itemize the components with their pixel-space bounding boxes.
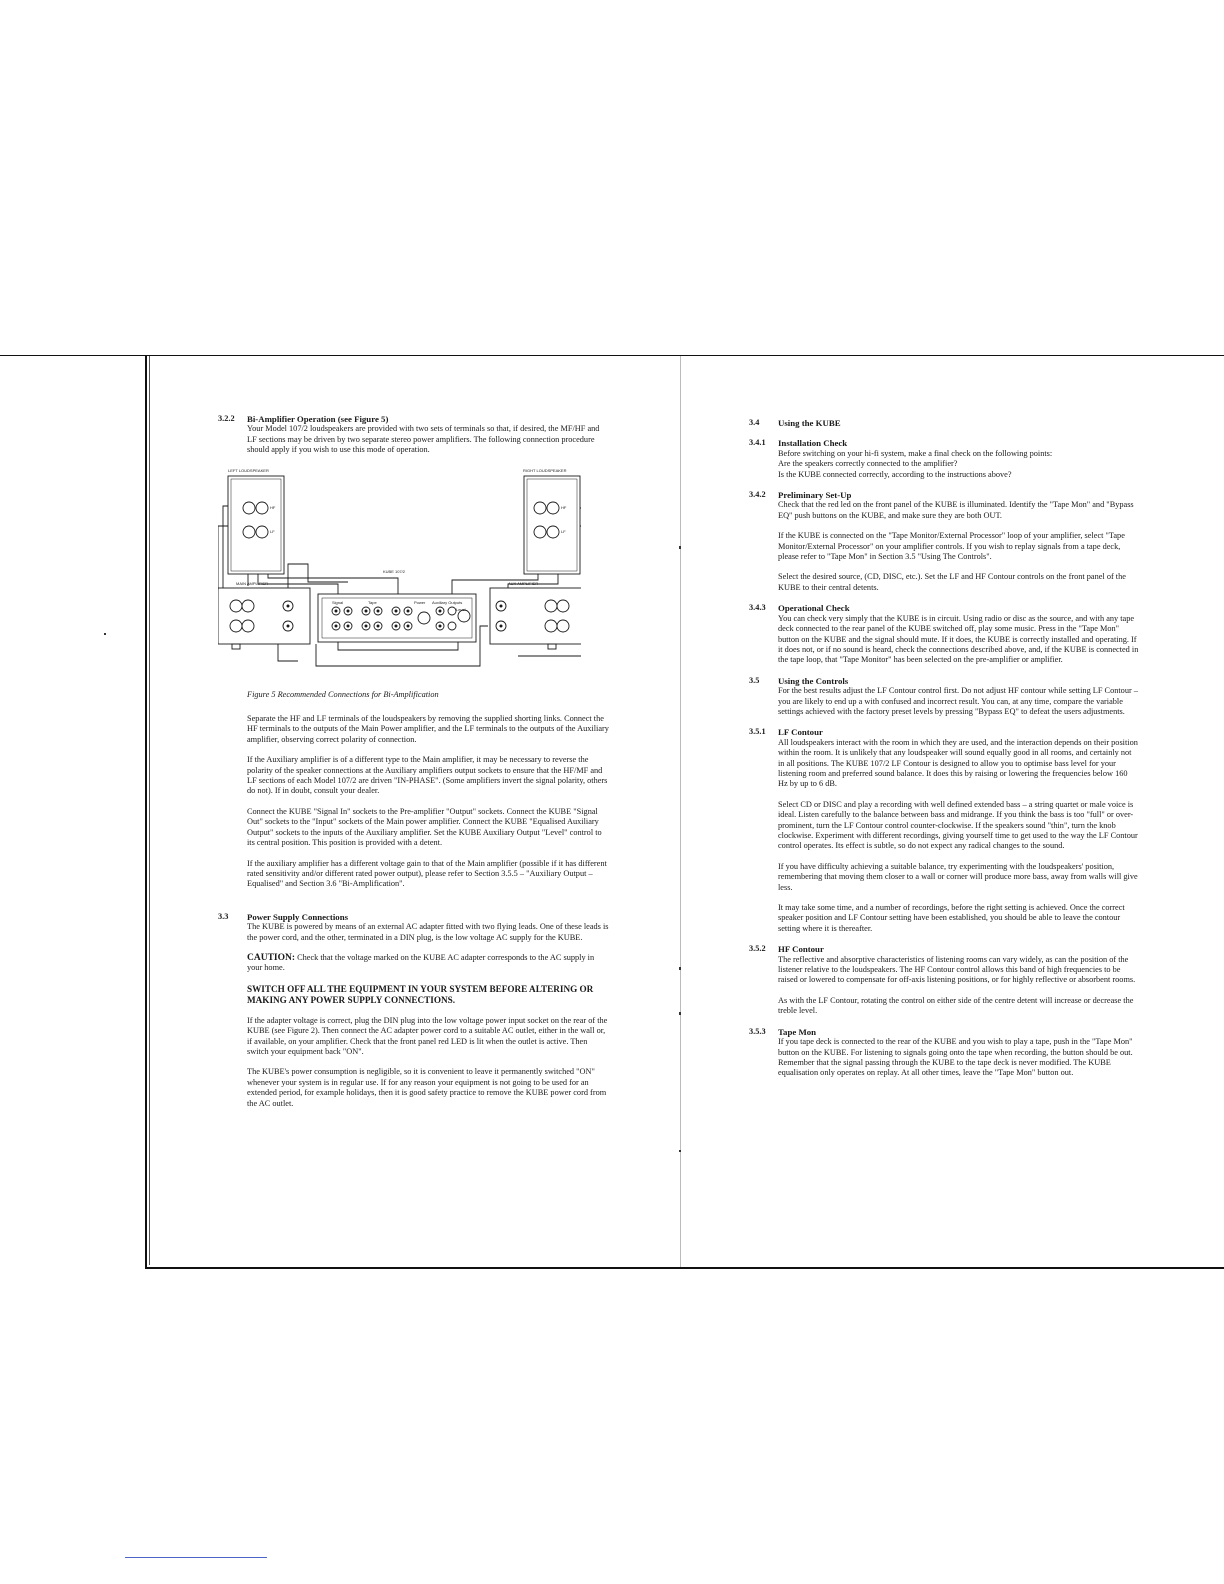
section-number: 3.4.3 [749, 603, 766, 613]
section-number: 3.2.2 [218, 414, 235, 423]
signal-label: Signal [332, 599, 344, 605]
section-3-4-3 [749, 603, 1139, 675]
section-3-5 [749, 676, 1139, 728]
scan-speck [679, 546, 681, 549]
top-border-line [0, 355, 1224, 356]
paragraph: If the adapter voltage is correct, plug the DIN plug into the low voltage power input socket on the rear of the KUBE (see Figure 2). Then connect the AC adapter power cord to a suitable AC outlet, either in the wall or, if available, on your amplifier. Check that the front panel red LED is lit when the outlet is active. Then switch your equipment back "ON". [247, 1015, 608, 1056]
section-heading: Preliminary Set-Up [778, 490, 852, 501]
scan-blue-mark [125, 1557, 267, 1558]
connection-diagram [218, 466, 581, 682]
section-3-5-1 [749, 727, 1139, 944]
section-3-4-2 [749, 490, 1139, 603]
left-border-line [145, 356, 147, 1269]
paragraph: As with the LF Contour, rotating the control on either side of the centre detent will increase or decrease the treble level. [778, 995, 1134, 1016]
aux-amp-label: AUX AMPLIFIER [508, 580, 539, 586]
aux-amplifier-box [490, 588, 581, 644]
section-number: 3.5.1 [749, 727, 766, 737]
section-heading: Bi-Amplifier Operation (see Figure 5) [247, 414, 389, 424]
figure-caption: Figure 5 Recommended Connections for Bi-Amplification [247, 689, 439, 699]
scan-speck [679, 967, 681, 970]
main-amp-label: MAIN AMPLIFIER [236, 580, 269, 586]
left-border-inner-line [149, 356, 150, 1265]
hf-label-right: HF [561, 504, 567, 510]
hf-label-left: HF [270, 504, 276, 510]
section-number: 3.5 [749, 675, 760, 685]
paragraph: For the best results adjust the LF Contour control first. Do not adjust HF contour while setting LF Contour – you are likely to end up a with confused and incorrect result. You can, at any time, compare the variable settings achieved with the factory preset levels by pressing "Bypass EQ" to defeat the users adjustments. [778, 686, 1138, 716]
section-3-3 [218, 912, 610, 1119]
section-3-2-2 [218, 414, 610, 456]
section-number: 3.4.1 [749, 438, 766, 448]
checklist-line: Are the speakers correctly connected to the amplifier? [778, 459, 958, 469]
paragraph: If the KUBE is connected on the "Tape Monitor/External Processor" loop of your amplifier, select "Tape Monitor/External Processor" on your amplifier controls. If you wish to replay signals from a tape deck, please refer to "Tape Mon" in Section 3.5 "Using The Controls". [778, 531, 1125, 562]
power-warning: SWITCH OFF ALL THE EQUIPMENT IN YOUR SYSTEM BEFORE ALTERING OR MAKING ANY POWER SUPPLY CONNECTIONS. [247, 983, 594, 1005]
paragraph: The KUBE's power consumption is negligible, so it is convenient to leave it permanently switched "ON" whenever your system is in regular use. If for any reason your equipment is not going to be used for an extended period, for example holidays, then it is good safety practice to remove the KUBE power cord from the AC outlet. [247, 1067, 607, 1108]
section-heading: Power Supply Connections [247, 911, 349, 922]
section-number: 3.4.2 [749, 490, 766, 500]
page-spine [680, 356, 681, 1267]
section-3-5-3 [749, 1027, 1139, 1089]
paragraph: Your Model 107/2 loudspeakers are provided with two sets of terminals so that, if desired, the MF/HF and LF sections may be driven by two separate stereo power amplifiers. The following connection procedure should apply if you wish to use this mode of operation. [247, 424, 600, 455]
right-speaker-label: RIGHT LOUDSPEAKER [523, 467, 567, 473]
scan-speck [679, 1150, 681, 1152]
paragraph: It may take some time, and a number of recordings, before the right setting is achieved. Once the correct speaker position and LF Contour setting have been established, you should be able to leave the contour setting where it is thereafter. [778, 903, 1125, 933]
paragraph: If you tape deck is connected to the rear of the KUBE and you wish to play a tape, push in the "Tape Mon" button on the KUBE. For listening to signals going onto the tape when recording, the button should be out. Remember that the signal passing through the KUBE to the tape deck is never modified. The KUBE equalisation only operates on replay. At all other times, leave the "Tape Mon" button out. [778, 1037, 1133, 1078]
caution-label: CAUTION: [247, 952, 296, 963]
paragraph: You can check very simply that the KUBE is in circuit. Using radio or disc as the source, and with any tape deck connected to the rear panel of the KUBE switched off, play some music. Press in the "Tape Mon" button on the KUBE and the signal should mute. If it does, the KUBE is correctly installed and operating. If it does not, or if no sound is heard, check the connections described above, and, if the KUBE is connected in the tape loop, that "Tape Monitor" has been selected on the pre-amplifier or amplifier. [778, 613, 1139, 665]
checklist-line: Before switching on your hi-fi system, make a final check on the following points: [778, 448, 1053, 458]
main-amplifier-box [218, 588, 310, 644]
paragraph: Select the desired source, (CD, DISC, etc.). Set the LF and HF Contour controls on the front panel of the KUBE to their central detents. [778, 572, 1126, 592]
section-heading: LF Contour [778, 727, 823, 738]
section-heading: Using the Controls [778, 675, 849, 686]
lf-label-left: LF [270, 528, 275, 534]
scan-speck [104, 633, 106, 635]
section-number: 3.5.2 [749, 944, 766, 954]
left-speaker-box [228, 476, 284, 574]
aux-outputs-label: Auxiliary Outputs [432, 599, 463, 605]
paragraph: The KUBE is powered by means of an external AC adapter fitted with two flying leads. One of these leads is the power cord, and the other, terminated in a DIN plug, is the low voltage AC supply for the KUBE. [247, 922, 609, 942]
section-number: 3.5.3 [749, 1026, 766, 1036]
scan-speck [679, 1012, 681, 1015]
section-3-5-2 [749, 944, 1139, 1026]
lf-label-right: LF [561, 528, 566, 534]
section-3-4 [749, 418, 1139, 428]
section-heading: Installation Check [778, 438, 848, 449]
checklist-line: Is the KUBE connected correctly, according to the instructions above? [778, 469, 1012, 479]
left-page-column [218, 414, 610, 1119]
power-label: Power [414, 599, 426, 605]
paragraph: The reflective and absorptive characteristics of listening rooms can vary widely, as can the position of the listener relative to the loudspeakers. The HF Contour control allows this band of high frequencies to be raised or lowered to compensate for off-axis listening positions, or for highly reflective or absorbent rooms. [778, 954, 1136, 985]
right-speaker-box [524, 476, 580, 574]
section-heading: HF Contour [778, 944, 824, 955]
kube-label: KUBE 107/2 [383, 568, 406, 574]
caution-text: Check that the voltage marked on the KUBE AC adapter corresponds to the AC supply in your home. [247, 952, 595, 973]
section-heading: Tape Mon [778, 1026, 817, 1037]
tape-label: Tape [368, 599, 377, 605]
bottom-border-line [145, 1267, 1224, 1269]
figure-5-diagram [218, 466, 581, 682]
caution-paragraph [247, 953, 610, 974]
paragraph: Check that the red led on the front panel of the KUBE is illuminated. Identify the "Tape Mon" and "Bypass EQ" push buttons on the KUBE, and make sure they are both OUT. [778, 500, 1134, 520]
section-number: 3.3 [218, 911, 229, 921]
section-heading: Using the KUBE [778, 418, 841, 428]
level-label: Level [456, 606, 466, 612]
paragraph: Separate the HF and LF terminals of the loudspeakers by removing the supplied shorting links. Connect the HF terminals to the outputs of the Main Power amplifier, and the LF terminals to the outputs of the Auxiliary amplifier, observing correct polarity of connection. [247, 714, 609, 744]
paragraph: All loudspeakers interact with the room in which they are used, and the interaction depends on their position within the room. It is unlikely that any loudspeaker will sound equally good in all rooms, and certainly not in all positions. The KUBE 107/2 LF Contour is designed to allow you to optimise bass level for your listening room and preferred sound balance. It does this by raising or lowering the frequencies below 160 Hz by up to 6 dB. [778, 737, 1138, 789]
section-3-4-1 [749, 438, 1139, 480]
section-number: 3.4 [749, 418, 760, 427]
paragraph: If the Auxiliary amplifier is of a different type to the Main amplifier, it may be necessary to reverse the polarity of the speaker connections at the Auxiliary amplifiers output sockets to ensure that the HF/MF and LF sections of each Model 107/2 are driven "IN-PHASE". (Some amplifiers invert the signal polarity, others do not). If in doubt, consult your dealer. [247, 755, 608, 796]
left-speaker-label: LEFT LOUDSPEAKER [228, 467, 269, 473]
section-heading: Operational Check [778, 603, 850, 614]
paragraph: If the auxiliary amplifier has a different voltage gain to that of the Main amplifier (possible if it has different rated sensitivity and/or different rated power output), please refer to Section 3.5.5 – "Auxiliary Output – Equalised" and Section 3.6 "Bi-Amplification". [247, 858, 607, 889]
right-page-column [749, 418, 1139, 1089]
paragraph: Connect the KUBE "Signal In" sockets to the Pre-amplifier "Output" sockets. Connect the KUBE "Signal Out" sockets to the "Input" sockets of the Main power amplifier. Connect the KUBE "Equalised Auxiliary Output" sockets to the inputs of the Auxiliary amplifier. Set the KUBE Auxiliary Output "Level" control to its central position. This position is provided with a detent. [247, 806, 602, 848]
paragraph: If you have difficulty achieving a suitable balance, try experimenting with the loudspeakers' position, remembering that moving them closer to a wall or corner will produce more bass, away from walls will give less. [778, 861, 1138, 892]
paragraph: Select CD or DISC and play a recording with well defined extended bass – a string quartet or male voice is ideal. Listen carefully to the balance between bass and midrange. If you think the bass is too "full" or over-prominent, turn the LF Contour control counter-clockwise. If the speakers sound "thin", turn the knob clockwise. Experiment with different recordings, giving yourself time to get used to the way the LF Contour control operates. Its effect is subtle, so do not expect any radical changes to the sound. [778, 799, 1138, 851]
